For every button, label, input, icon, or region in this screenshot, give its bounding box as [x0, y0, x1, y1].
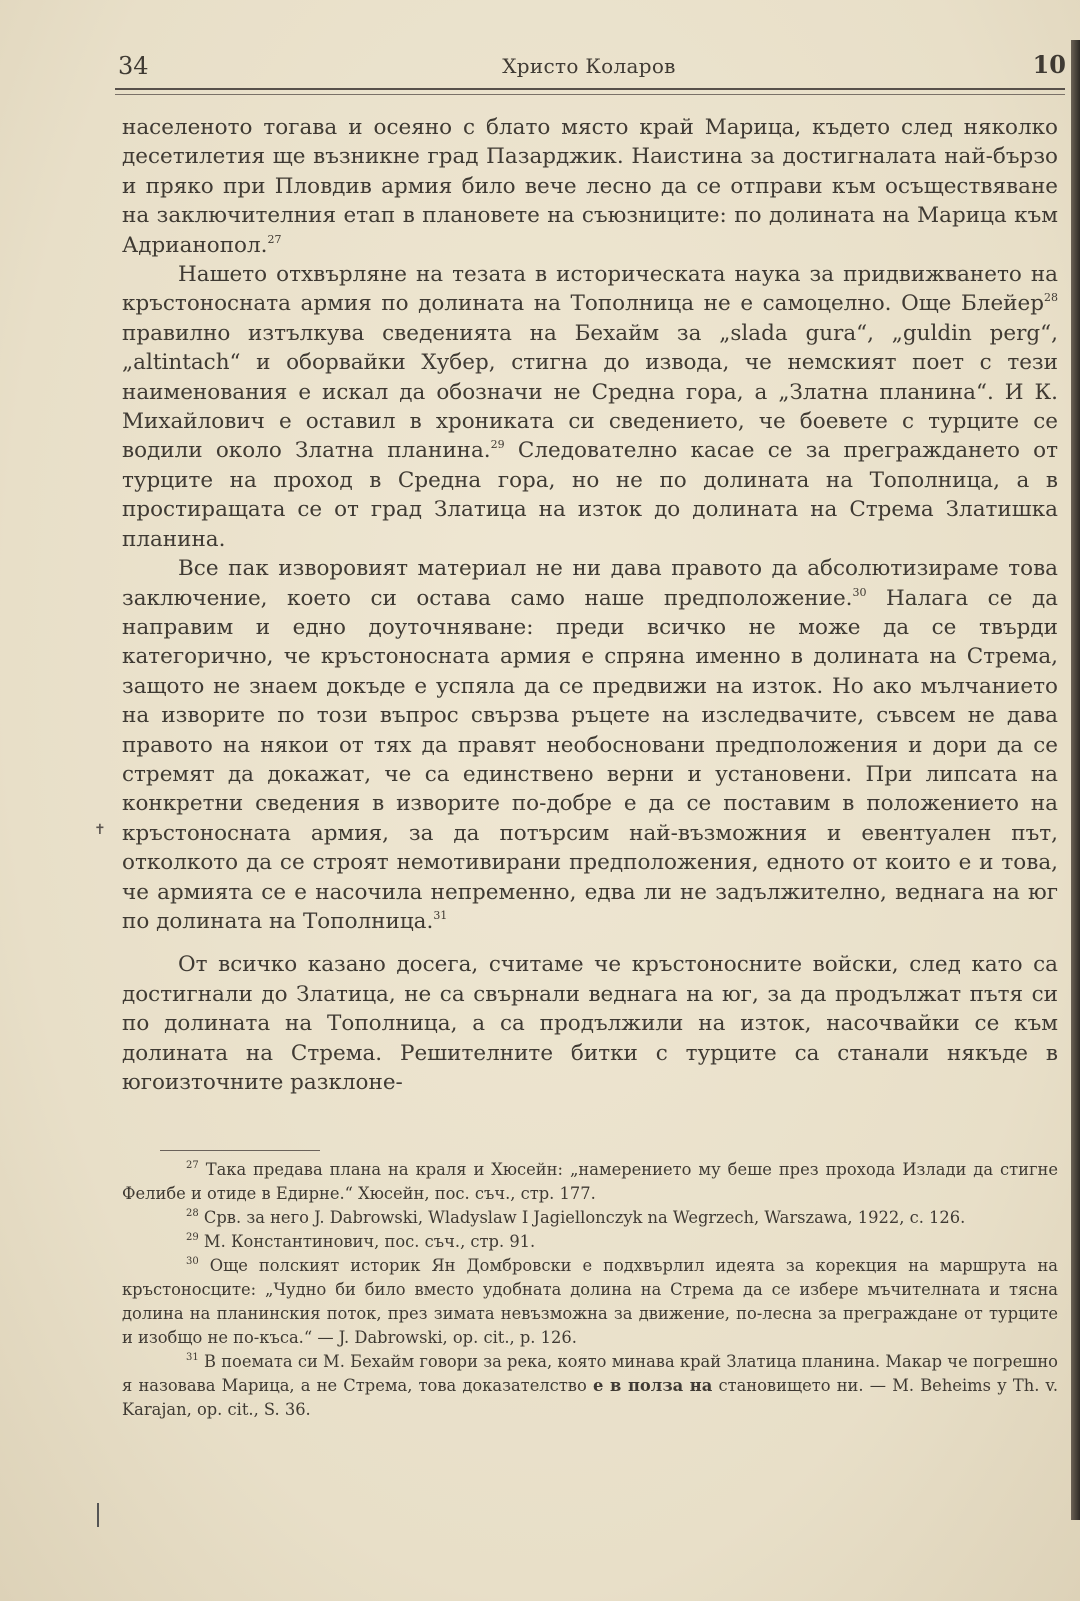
page-header [110, 48, 1068, 84]
main-text [122, 113, 1058, 1097]
footnote-number: 31 [186, 1352, 199, 1363]
footnote-text: М. Константинович, пос. съч., стр. 91. [203, 1232, 536, 1251]
footnote-number: 29 [186, 1232, 199, 1243]
header-rule [115, 88, 1065, 90]
footnote-ref: 27 [267, 232, 282, 246]
footnote-text: становището ни. — M. Beheims у Th. v. Karajan, op. cit., S. 36. [122, 1376, 1058, 1419]
footnote-text: Срв. за него J. Dabrowski, Wladyslaw I Jagiellonczyk na Wegrzech, Warszawa, 1922, с. 126. [203, 1208, 966, 1227]
paragraph-text: правилно изтълкува сведенията на Бехайм за „slada gura“, „guldin perg“, „altintach“ и оборвайки Хубер, стигна до извода, че немският поет с тези наименования е искал да обозначи не Средна гора, а „Златна планина“. И К. Михайлович е оставил в хрониката си сведението, че боевете с турците се водили около Златна планина. [122, 320, 1058, 464]
footnote-number: 28 [186, 1208, 199, 1219]
footnote-text: Така предава плана на краля и Хюсейн: „намерението му беше през прохода Излади да стигне Фелибе и отиде в Едирне.“ Хюсейн, пос. съч., стр. 177. [122, 1160, 1059, 1203]
footnote [122, 1350, 1058, 1422]
paragraph-text: От всичко казано досега, считаме че кръстоносните войски, след като са достигнали до Златица, не са свърнали веднага на юг, за да продължат пътя си по долината на Тополница, а са продължили на изток, насочвайки се към долината на Стрема. Решителните битки с турците са станали някъде в югоизточните разклоне- [122, 952, 1058, 1095]
footnotes [122, 1158, 1058, 1422]
header-rule-thin [115, 94, 1065, 95]
margin-bar-mark [97, 1503, 99, 1527]
footnote [122, 1254, 1058, 1350]
margin-tick-mark: ✝ [94, 822, 106, 838]
page-number: 34 [118, 52, 149, 80]
footnote-separator [160, 1150, 320, 1151]
footnote-text: В поемата си М. Бехайм говори за река, която минава край Златица планина. Макар че погрешно я назовава Марица, а не Стрема, това доказателство [122, 1352, 1058, 1395]
paragraph [122, 113, 1058, 260]
paragraph [122, 260, 1058, 554]
paragraph-text: Следователно касае се за преграждането от турците на проход в Средна гора, но не по долината на Тополница, а в простиращата се от град Златица на изток до долината на Стрема Златишка планина. [122, 438, 1058, 552]
running-title: Христо Коларов [502, 54, 676, 78]
paragraph-text: Налага се да направим и едно доуточняване: преди всичко не може да се твърди категорично, че кръстоносната армия е спряна именно в долината на Стрема, защото не знаем докъде е успяла да се предвижи на изток. Но ако мълчанието на изворите по този въпрос свързва ръцете на изследвачите, съвсем не дава правото на някои от тях да правят необосновани предположения и дори да се стремят да докажат, че са единствено верни и установени. При липсата на конкретни сведения в изворите по-добре е да се поставим в положението на кръстоносната армия, за да потърсим най-възможния и евентуален път, отколкото да се строят немотивирани предположения, едното от които е и това, че армията се е насочила непременно, едва ли не задължително, веднага на юг по долината на Тополница. [122, 585, 1058, 934]
footnote-ref: 30 [852, 585, 867, 599]
footnote-text-bold: е в полза на [592, 1376, 713, 1395]
footnote [122, 1206, 1058, 1230]
footnote-text: Още полският историк Ян Домбровски е подхвърлил идеята за корекция на маршрута на кръстоносците: „Чудно би било вместо удобната долина на Стрема да се избере мъчителната и тясна долина на планинския поток, през зимата невъзможна за движение, по-лесна за преграждане от турците и изобщо не по-къса.“ — J. Dabrowski, op. cit., p. 126. [122, 1256, 1058, 1347]
footnote-number: 27 [186, 1160, 199, 1171]
corner-mark: 10 [1032, 50, 1066, 79]
footnote-ref: 31 [433, 908, 448, 922]
paragraph-text: населеното тогава и осеяно с блато място край Марица, където след няколко десетилетия ще възникне град Пазарджик. Наистина за достигналата най-бързо и пряко при Пловдив армия било вече лесно да се отправи към осъществяване на заключителния етап в плановете на съюзниците: по долината на Марица към Адрианопол. [122, 115, 1058, 258]
paragraph-text: Нашето отхвърляне на тезата в историческата наука за придвижването на кръстоносната армия по долината на Тополница не е самоцелно. Още Блейер [122, 262, 1058, 317]
paragraph-text: Все пак изворовият материал не ни дава правото да абсолютизираме това заключение, което си остава само наше предположение. [122, 556, 1058, 611]
footnote-ref: 29 [490, 438, 505, 452]
footnote [122, 1230, 1058, 1254]
footnote-number: 30 [186, 1256, 199, 1267]
paragraph [122, 950, 1058, 1097]
paragraph [122, 554, 1058, 936]
binding-edge-shadow [1071, 40, 1080, 1520]
footnote-ref: 28 [1044, 291, 1058, 305]
footnote [122, 1158, 1058, 1206]
